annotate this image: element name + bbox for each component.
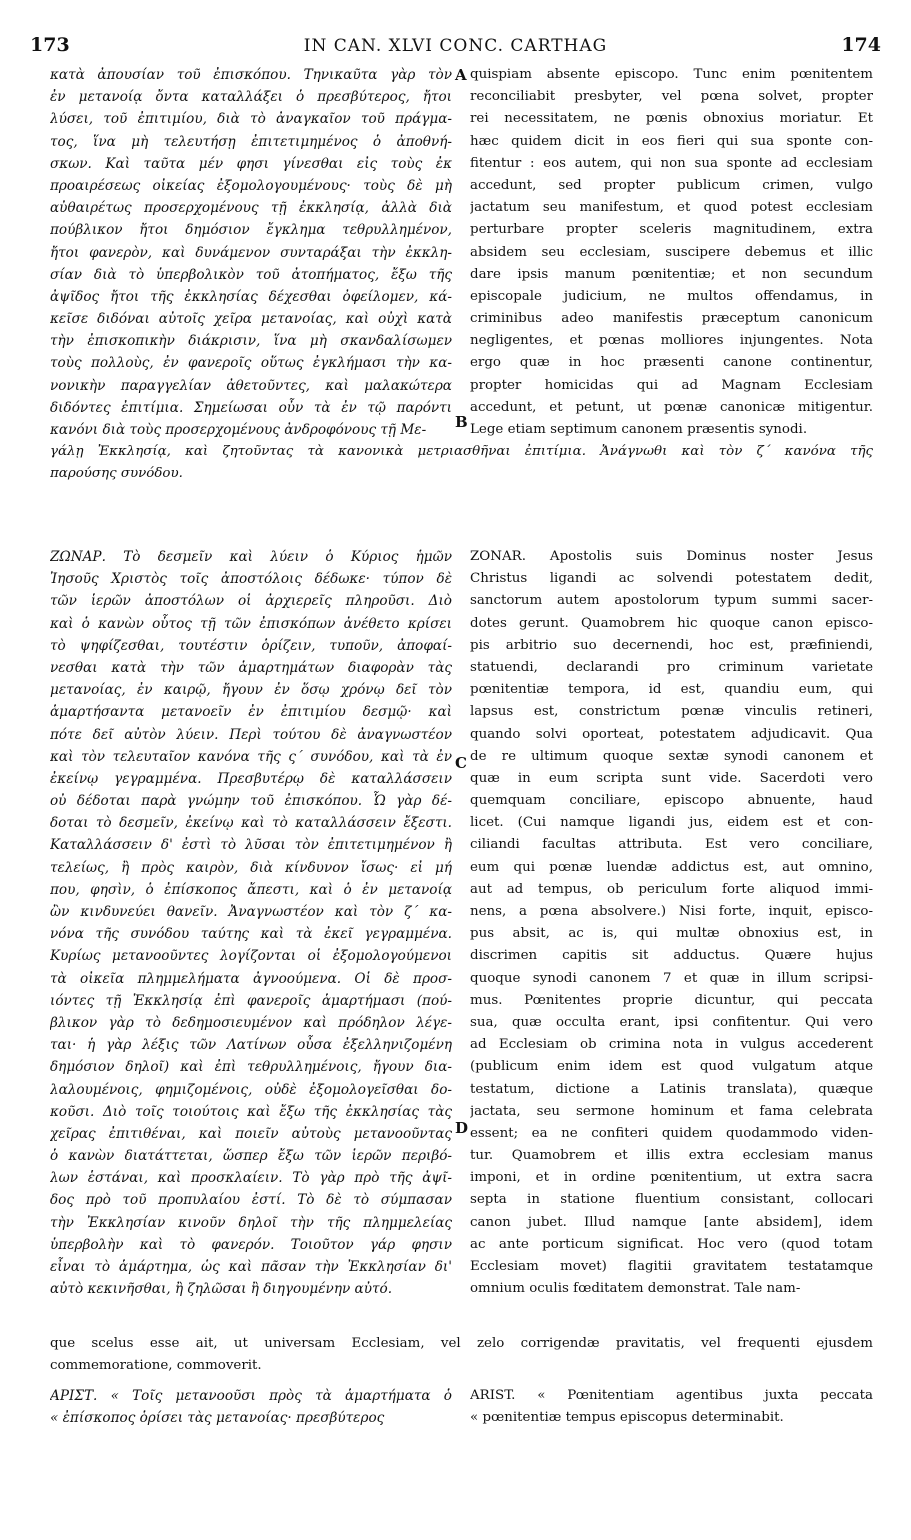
text-line: καὶ τὸν τελευταῖον κανόνα τῆς ς΄ συνόδου, καὶ τὰ ἐν [50,748,452,765]
text-line: omnium oculis fœditatem demonstrat. Tale nam- [470,1281,801,1297]
text-line: imponi, et in ordine pœnitentium, ut extra sacra [470,1170,873,1186]
text-line: episcopale judicium, ne multos offendamus, in [470,288,873,304]
text-line: quemquam conciliare, episcopo abnuente, haud [470,793,873,809]
text-line: νεσθαι κατὰ τὴν τῶν ἁμαρτημάτων διαφορὰν τὰς [50,659,452,676]
text-line: Κυρίως μετανοοῦντες λογίζονται οἱ ἐξομολογούμενοι [50,948,452,965]
text-line: lapsus est, constrictum pœnæ vinculis retineri, [470,704,873,720]
page-number-right: 174 [841,34,881,56]
text-line: hæc quidem dicit in eos fieri qui sua sponte con- [470,133,873,149]
text-line: ciliandi facultas attributa. Est vero conciliare, [470,837,873,853]
text-line: τὴν Ἐκκλησίαν κινοῦν δηλοῖ τὴν τῆς πλημμελείας [50,1214,452,1231]
text-line: « pœnitentiæ tempus episcopus determinabit. [470,1410,784,1426]
text-line: ΑΡΙΣΤ. « Τοῖς μετανοοῦσι πρὸς τὰ ἁμαρτήματα ὁ [50,1388,452,1404]
text-line: δημόσιον δηλοῖ) καὶ ἐπὶ τεθρυλλημένοις, ἤγουν δια- [50,1059,452,1076]
text-line: σίαν διὰ τὸ ὑπερβολικὸν τοῦ ἀτοπήματος, ἔξω τῆς [50,266,452,283]
text-line: ΖΩΝΑΡ. Τὸ δεσμεῖν καὶ λύειν ὁ Κύριος ἡμῶν [50,549,452,565]
text-line: pœnitentiæ tempora, id est, quandiu eum, qui [470,682,873,698]
text-line: commemoratione, commoverit. [50,1358,262,1374]
text-line: καὶ ὁ κανὼν οὗτος τῇ τῶν ἐπισκόπων ἀνέθετο κρίσει [50,615,452,632]
text-line: νόνα τῆς συνόδου ταύτης καὶ τὰ ἐκεῖ γεγραμμένα. [50,926,452,943]
text-line: ergo quæ in hoc præsenti canone continentur, [470,355,873,371]
text-line: τῶν ἱερῶν ἀποστόλων οἱ ἀρχιερεῖς πληροῦσι. Διὸ [50,593,452,610]
text-line: κανόνι διὰ τοὺς προσερχομένους ἀνδροφόνους τῇ Με- [50,422,427,438]
text-line: quispiam absente episcopo. Tunc enim pœnitentem [470,67,873,82]
text-line: dare ipsis manum pœnitentiæ; et non secundum [470,266,873,282]
text-line: δοται τὸ δεσμεῖν, ἐκείνῳ καὶ τὸ καταλλάσσειν ἔξεστι. [50,815,452,832]
text-line: ὁ κανὼν διατάττεται, ὥσπερ ἔξω τῶν ἱερῶν περιβό- [50,1148,452,1165]
page-number-left: 173 [30,34,70,56]
text-line: γάλῃ Ἐκκλησίᾳ, καὶ ζητοῦντας τὰ κανονικὰ μετριασθῆναι ἐπιτίμια. Ἀνάγνωθι καὶ τὸν ζ΄ κανόνα τῆς [50,444,873,459]
text-line: βλικον γὰρ τὸ δεδημοσιευμένον καὶ πρόδηλον λέγε- [50,1014,452,1031]
margin-marker-a: A [455,66,467,84]
text-line: de re ultimum quoque sextæ synodi canonem et [470,748,873,764]
text-line: ad Ecclesiam ob crimina nota in vulgus accederent [470,1037,873,1053]
text-line: ἤτοι φανερὸν, καὶ δυνάμενον συνταράξαι τὴν ἐκκλη- [50,244,452,261]
text-line: criminibus adeo manifestis præceptum canonicum [470,311,873,327]
text-line: τος, ἵνα μὴ τελευτήσῃ ἐπιτετιμημένος ὁ ἀποθνή- [50,133,452,150]
text-line: nens, a pœna absolvere.) Nisi forte, inquit, episco- [470,904,873,919]
text-line: λων ἑστάναι, καὶ προσκλαίειν. Τὸ γὰρ πρὸ τῆς ἀψῖ- [50,1170,452,1187]
text-line: licet. (Cui namque ligandi jus, eidem est et con- [470,815,873,831]
text-line: (publicum enim idem est quod vulgatum atque [470,1059,873,1075]
text-line: που, φησὶν, ὁ ἐπίσκοπος ἄπεστι, καὶ ὁ ἐν μετανοίᾳ [50,881,452,898]
text-line: χεῖρας ἐπιτιθέναι, καὶ ποιεῖν αὐτοὺς μετανοοῦντας [50,1125,452,1142]
text-line: jactata, seu sermone hominum et fama celebrata [470,1103,873,1119]
text-line: jactatum seu manifestum, et quod potest ecclesiam [470,200,873,216]
text-line: testatum, dictione a Latinis translata), quæque [470,1081,873,1097]
text-line: ἐν μετανοίᾳ ὄντα καταλλάξει ὁ πρεσβύτερος, ἤτοι [50,89,452,106]
text-line: ἁμαρτήσαντα μετανοεῖν ἐν ἐπιτιμίου δεσμῷ· καὶ [50,704,452,721]
text-line: τὸ ψηφίζεσθαι, τουτέστιν ὁρίζειν, τυποῦν, ἀποφαί- [50,637,452,654]
text-line: propter homicidas qui ad Magnam Ecclesiam [470,377,873,393]
text-line: κεῖσε διδόναι αὐτοῖς χεῖρα μετανοίας, καὶ οὐχὶ κατὰ [50,311,452,328]
text-line: Lege etiam septimum canonem præsentis synodi. [470,422,808,437]
text-line: κοῦσι. Διὸ τοῖς τοιούτοις καὶ ἔξω τῆς ἐκκλησίας τὰς [50,1103,452,1120]
text-line: δος πρὸ τοῦ προπυλαίου ἐστί. Τὸ δὲ τὸ σύμπασαν [50,1192,452,1209]
text-line: eum qui pœnæ luendæ addictus est, aut omnino, [470,859,873,875]
text-line: σκων. Καὶ ταῦτα μέν φησι γίνεσθαι εἰς τοὺς ἐκ [50,155,452,172]
text-line: μετανοίας, ἐν καιρῷ, ἤγουν ἐν ὅσῳ χρόνῳ δεῖ τὸν [50,682,452,699]
text-line: accedunt, et petunt, ut pœnæ canonicæ mitigentur. [470,399,873,415]
text-line: ὢν κινδυνεύει θανεῖν. Ἀναγνωστέον καὶ τὸν ζ΄ κα- [50,904,452,920]
text-line: quoque synodi canonem 7 et quæ in illum scripsi- [470,970,873,986]
text-line: accedunt, sed propter publicum crimen, vulgo [470,177,873,193]
text-line: τὰ οἰκεῖα πλημμελήματα ἀγνοούμενα. Οἱ δὲ προσ- [50,970,452,987]
greek-column-top [50,64,452,441]
text-line: τελείως, ἢ πρὸς καιρὸν, διὰ κίνδυνον ἴσως· εἰ μή [50,859,452,876]
latin-full-width-zonaras [50,1333,873,1377]
text-line: τοὺς πολλοὺς, ἐν φανεροῖς οὕτως ἐγκλήμασι τὴν κα- [50,355,452,372]
text-line: αὐτὸ κεκινῆσθαι, ἢ ζηλῶσαι ἢ διηγουμένην αὐτό. [50,1281,393,1298]
text-line: pus absit, ac is, qui multæ obnoxius est, in [470,926,873,942]
text-line: Christus ligandi ac solvendi potestatem dedit, [470,571,873,587]
text-line: λαλουμένοις, φημιζομένοις, οὐδὲ ἐξομολογεῖσθαι δο- [50,1081,452,1098]
text-line: ZONAR. Apostolis suis Dominus noster Jesus [470,549,873,564]
text-line: reconciliabit presbyter, vel pœna solvet, propter [470,89,873,105]
margin-marker-c: C [455,754,467,772]
text-line: dotes gerunt. Quamobrem hic quoque canon episco- [470,615,873,631]
text-line: fitentur : eos autem, qui non sua sponte ad ecclesiam [470,155,873,171]
text-line: Ἰησοῦς Χριστὸς τοῖς ἀποστόλοις δέδωκε· τύπον δὲ [50,571,452,588]
text-line: κατὰ ἀπουσίαν τοῦ ἐπισκόπου. Τηνικαῦτα γὰρ τὸν [50,67,452,83]
greek-column-aristenus [50,1385,452,1429]
text-line: aut ad tempus, ob periculum forte aliquod immi- [470,881,873,897]
page-header [30,34,881,62]
text-line: pis arbitrio suo decernendi, hoc est, præfiniendi, [470,637,873,653]
text-line: « ἐπίσκοπος ὁρίσει τὰς μετανοίας· πρεσβύτερος [50,1410,385,1427]
text-line: septa in statione fluentium consistant, collocari [470,1192,873,1208]
text-line: Καταλλάσσειν δ' ἐστὶ τὸ λῦσαι τὸν ἐπιτετιμημένον ἢ [50,837,452,854]
text-line: absidem seu ecclesiam, suscipere debemus et illic [470,244,873,260]
text-line: οὐ δέδοται παρὰ γνώμην τοῦ ἐπισκόπου. Ὧ γὰρ δέ- [50,793,452,810]
greek-column-zonaras [50,546,452,1300]
latin-column-top [470,64,873,441]
text-line: τὴν ἐπισκοπικὴν διάκρισιν, ἵνα μὴ σκανδαλίσωμεν [50,333,452,350]
text-line: ARIST. « Pœnitentiam agentibus juxta peccata [470,1388,873,1403]
greek-full-width-top [50,441,873,485]
text-line: statuendi, declarandi pro criminum varietate [470,659,873,675]
text-line: Ecclesiam movet) flagitii gravitatem testatamque [470,1259,873,1274]
text-line: προαιρέσεως οἰκείας ἐξομολογουμένους· τοὺς δὲ μὴ [50,177,452,194]
text-line: mus. Pœnitentes proprie dicuntur, qui peccata [470,992,873,1008]
latin-column-zonaras [470,546,873,1300]
text-line: quando solvi oporteat, potestatem adjudicavit. Qua [470,726,873,742]
text-line: rei necessitatem, ne pœnis obnoxius moriatur. Et [470,111,873,127]
text-line: canon jubet. Illud namque [ante absidem], idem [470,1214,873,1230]
text-line: ἀψῖδος ἤτοι τῆς ἐκκλησίας δέχεσθαι ὀφείλομεν, κά- [50,288,452,305]
latin-column-aristenus [470,1385,873,1429]
running-title: IN CAN. XLVI CONC. CARTHAG [303,36,608,56]
text-line: εἶναι τὸ ἁμάρτημα, ὡς καὶ πᾶσαν τὴν Ἐκκλησίαν δι' [50,1259,452,1275]
margin-marker-b: B [455,413,468,431]
text-line: λύσει, τοῦ ἐπιτιμίου, διὰ τὸ ἀναγκαῖον τοῦ πράγμα- [50,111,452,128]
text-line: πότε δεῖ αὐτὸν λύειν. Περὶ τούτου δὲ ἀναγνωστέον [50,726,452,743]
text-line: αὐθαιρέτως προσερχομένους τῇ ἐκκλησίᾳ, ἀλλὰ διὰ [50,200,452,217]
text-line: ἐκείνῳ γεγραμμένα. Πρεσβυτέρῳ δὲ καταλλάσσειν [50,770,452,787]
text-line: negligentes, et pœnas molliores injungentes. Nota [470,333,873,349]
text-line: sanctorum autem apostolorum typum summi sacer- [470,593,873,609]
text-line: παρούσης συνόδου. [50,466,183,482]
text-line: ται· ἡ γὰρ λέξις τῶν Λατίνων οὖσα ἐξελληνιζομένη [50,1037,452,1054]
text-line: νονικὴν παραγγελίαν ἀθετοῦντες, καὶ μαλακώτερα [50,377,452,394]
text-line: ιόντες τῇ Ἐκκλησίᾳ ἐπὶ φανεροῖς ἁμαρτήμασι (πού- [50,992,452,1009]
text-line: sua, quæ occulta erant, ipsi confitentur. Qui vero [470,1014,873,1030]
text-line: discrimen capitis sit adductus. Quære hujus [470,948,873,964]
text-line: essent; ea ne confiteri quidem quodammodo viden- [470,1125,873,1141]
text-line: διδόντες ἐπιτίμια. Σημείωσαι οὖν τὰ ἐν τῷ παρόντι [50,399,452,416]
text-line: perturbare propter sceleris magnitudinem, extra [470,222,873,238]
text-line: ac ante porticum significat. Hoc vero (quod totam [470,1236,873,1252]
text-line: ὑπερβολὴν καὶ τὸ φανερόν. Τοιοῦτον γάρ φησιν [50,1236,452,1253]
margin-marker-d: D [455,1119,469,1137]
text-line: πούβλικον ἤτοι δημόσιον ἔγκλημα τεθρυλλημένον, [50,222,452,239]
text-line: que scelus esse ait, ut universam Ecclesiam, vel zelo corrigendæ pravitatis, vel frequenti ejusdem [50,1336,873,1351]
text-line: quæ in eum scripta sunt vide. Sacerdoti vero [470,770,873,786]
text-line: tur. Quamobrem et illis extra ecclesiam manus [470,1148,873,1164]
